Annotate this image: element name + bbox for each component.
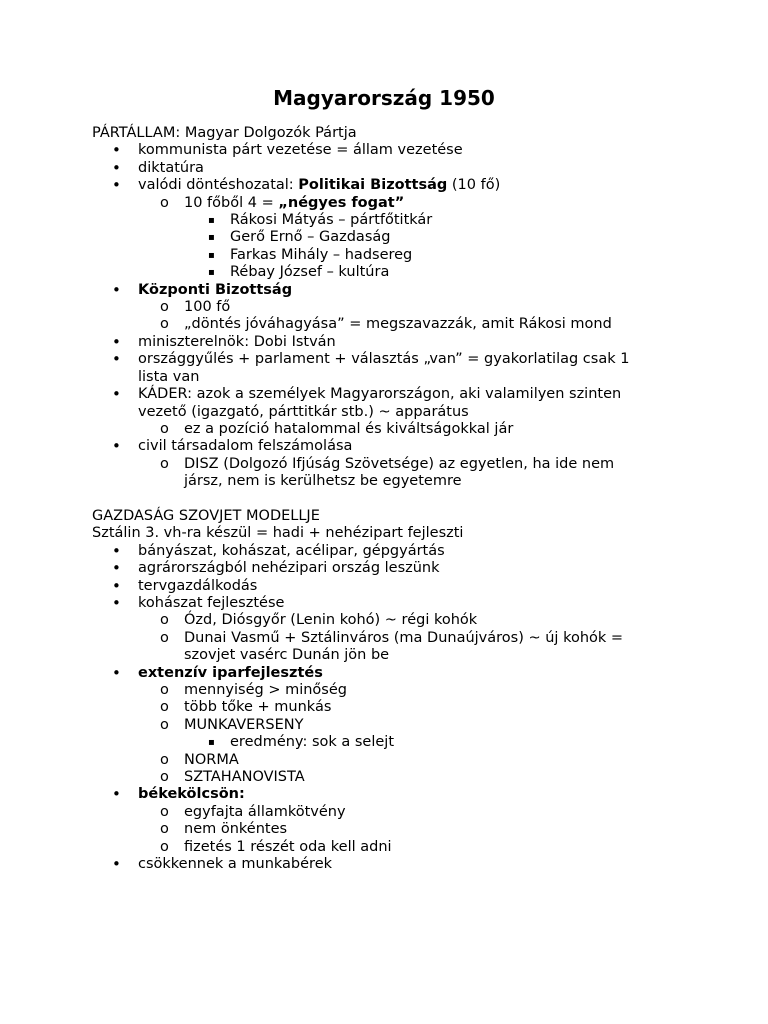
- sub-item-text: „döntés jóváhagyása” = megszavazzák, amit Rákosi mond: [184, 316, 612, 333]
- sub-item-text: Dunai Vasmű + Sztálinváros (ma Dunaújváros) ~ új kohók =: [184, 629, 624, 646]
- list-item: [92, 438, 692, 455]
- sub-item-text: SZTAHANOVISTA: [184, 769, 305, 786]
- sub-list-item: [92, 299, 692, 316]
- list-item-text: vezető (igazgató, párttitkár stb.) ~ apparátus: [138, 403, 469, 420]
- sub-sub-list-item: [92, 247, 692, 264]
- list-item: [92, 856, 692, 873]
- sub-sub-list-item: [92, 229, 692, 246]
- sub-item-text: 10 főből 4 =: [184, 194, 279, 211]
- list-item-continuation: [92, 369, 692, 386]
- list-item: [92, 560, 692, 577]
- sub-item-text: DISZ (Dolgozó Ifjúság Szövetsége) az egyetlen, ha ide nem: [184, 455, 615, 472]
- list-item-text: kommunista párt vezetése = állam vezetése: [138, 142, 463, 159]
- sub-item-text: 100 fő: [184, 299, 231, 316]
- sub-list-item: [92, 630, 692, 647]
- bullet-icon: •: [112, 663, 121, 682]
- bullet-icon: •: [112, 350, 121, 369]
- circle-bullet-icon: o: [160, 612, 169, 629]
- circle-bullet-icon: o: [160, 194, 169, 211]
- list-item-bold: Politikai Bizottság: [298, 177, 448, 194]
- sub-sub-list-item: [92, 734, 692, 751]
- list-item-bold: extenzív iparfejlesztés: [138, 664, 323, 681]
- square-bullet-icon: ▪: [208, 215, 215, 227]
- sub-list-item: [92, 195, 692, 212]
- list-item-text: (10 fő): [447, 177, 501, 194]
- list-item-text: diktatúra: [138, 159, 204, 176]
- bullet-icon: •: [112, 785, 121, 804]
- list-item-text: bányászat, kohászat, acélipar, gépgyártás: [138, 542, 445, 559]
- sub-sub-item-text: Gerő Ernő – Gazdaság: [230, 229, 391, 246]
- list-item: [92, 786, 692, 803]
- list-item: [92, 160, 692, 177]
- sub-item-text: szovjet vasérc Dunán jön be: [184, 647, 390, 664]
- list-item-text: civil társadalom felszámolása: [138, 438, 353, 455]
- sub-item-text: nem önkéntes: [184, 821, 288, 838]
- list-item: [92, 351, 692, 368]
- circle-bullet-icon: o: [160, 838, 169, 855]
- bullet-icon: •: [112, 855, 121, 874]
- sub-list-item: [92, 821, 692, 838]
- list-item-bold: békekölcsön:: [138, 786, 245, 803]
- sub-item-text: mennyiség > minőség: [184, 681, 347, 698]
- circle-bullet-icon: o: [160, 681, 169, 698]
- bullet-icon: •: [112, 176, 121, 195]
- list-item: [92, 177, 692, 194]
- square-bullet-icon: ▪: [208, 232, 215, 244]
- bullet-icon: •: [112, 280, 121, 299]
- list-item-text: kohászat fejlesztése: [138, 594, 285, 611]
- list-item: [92, 334, 692, 351]
- document-title: Magyarország 1950: [273, 86, 495, 110]
- list-item: [92, 142, 692, 159]
- sub-list-item: [92, 804, 692, 821]
- bullet-icon: •: [112, 332, 121, 351]
- sub-list-item: [92, 752, 692, 769]
- square-bullet-icon: ▪: [208, 737, 215, 749]
- circle-bullet-icon: o: [160, 455, 169, 472]
- sub-list-item: [92, 839, 692, 856]
- sub-list-item: [92, 456, 692, 473]
- sub-item-text: egyfajta államkötvény: [184, 803, 346, 820]
- sub-list-item: [92, 682, 692, 699]
- document-body: [92, 125, 692, 873]
- bullet-icon: •: [112, 385, 121, 404]
- sub-list-item: [92, 612, 692, 629]
- list-item: [92, 595, 692, 612]
- list-item-text: KÁDER: azok a személyek Magyarországon, aki valamilyen szinten: [138, 386, 622, 403]
- section-heading-partallam: PÁRTÁLLAM: Magyar Dolgozók Pártja: [92, 125, 357, 141]
- sub-list-item-continuation: [92, 647, 692, 664]
- list-item-continuation: [92, 404, 692, 421]
- circle-bullet-icon: o: [160, 629, 169, 646]
- list-item: [92, 386, 692, 403]
- circle-bullet-icon: o: [160, 420, 169, 437]
- circle-bullet-icon: o: [160, 716, 169, 733]
- list-item: [92, 543, 692, 560]
- list-item-text: agrárországból nehézipari ország leszünk: [138, 560, 440, 577]
- sub-sub-list-item: [92, 264, 692, 281]
- circle-bullet-icon: o: [160, 769, 169, 786]
- sub-item-text: jársz, nem is kerülhetsz be egyetemre: [184, 473, 462, 490]
- sub-sub-list-item: [92, 212, 692, 229]
- sub-item-text: több tőke + munkás: [184, 699, 332, 716]
- circle-bullet-icon: o: [160, 299, 169, 316]
- bullet-icon: •: [112, 576, 121, 595]
- sub-sub-item-text: eredmény: sok a selejt: [230, 734, 395, 751]
- sub-list-item: [92, 316, 692, 333]
- circle-bullet-icon: o: [160, 751, 169, 768]
- sub-sub-item-text: Rébay József – kultúra: [230, 264, 390, 281]
- list-item-text: miniszterelnök: Dobi István: [138, 333, 336, 350]
- square-bullet-icon: ▪: [208, 249, 215, 261]
- bullet-icon: •: [112, 158, 121, 177]
- list-item: [92, 282, 692, 299]
- list-item-text: tervgazdálkodás: [138, 577, 258, 594]
- sub-item-text: MUNKAVERSENY: [184, 716, 304, 733]
- list-item-text: csökkennek a munkabérek: [138, 856, 333, 873]
- circle-bullet-icon: o: [160, 821, 169, 838]
- list-item-text: országgyűlés + parlament + választás „van” = gyakorlatilag csak 1: [138, 351, 630, 368]
- sub-item-text: fizetés 1 részét oda kell adni: [184, 838, 392, 855]
- sub-list-item: [92, 769, 692, 786]
- bullet-icon: •: [112, 541, 121, 560]
- circle-bullet-icon: o: [160, 316, 169, 333]
- paragraph-gap: [92, 491, 692, 508]
- list-item: [92, 665, 692, 682]
- list-item-text: valódi döntéshozatal:: [138, 177, 299, 194]
- sub-item-text: ez a pozíció hatalommal és kiváltságokkal jár: [184, 420, 514, 437]
- sub-item-text: NORMA: [184, 751, 239, 768]
- sub-sub-item-text: Rákosi Mátyás – pártfőtitkár: [230, 212, 433, 229]
- sub-list-item: [92, 717, 692, 734]
- bullet-icon: •: [112, 593, 121, 612]
- sub-item-text: Ózd, Diósgyőr (Lenin kohó) ~ régi kohók: [184, 612, 478, 629]
- bullet-icon: •: [112, 141, 121, 160]
- sub-item-bold: „négyes fogat”: [278, 194, 405, 211]
- sub-list-item: [92, 699, 692, 716]
- circle-bullet-icon: o: [160, 699, 169, 716]
- circle-bullet-icon: o: [160, 803, 169, 820]
- list-item: [92, 578, 692, 595]
- list-item-text: lista van: [138, 368, 200, 385]
- section-intro: Sztálin 3. vh-ra készül = hadi + nehézipart fejleszti: [92, 525, 464, 542]
- square-bullet-icon: ▪: [208, 267, 215, 279]
- sub-list-item: [92, 421, 692, 438]
- bullet-icon: •: [112, 559, 121, 578]
- sub-sub-item-text: Farkas Mihály – hadsereg: [230, 246, 413, 263]
- sub-list-item-continuation: [92, 473, 692, 490]
- section-heading-gazdasag: GAZDASÁG SZOVJET MODELLJE: [92, 507, 320, 524]
- list-item-bold: Központi Bizottság: [138, 281, 293, 298]
- bullet-icon: •: [112, 437, 121, 456]
